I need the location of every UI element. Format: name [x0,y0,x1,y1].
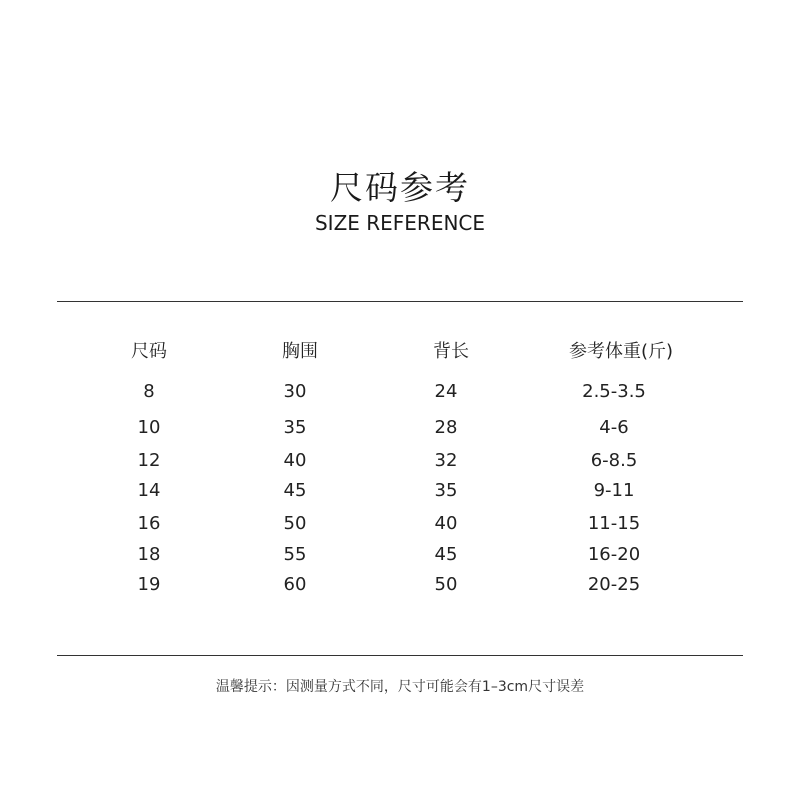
header-weight: 参考体重(斤) [568,341,674,362]
table-cell-weight: 2.5-3.5 [582,381,646,402]
tip-note: 温馨提示：因测量方式不同，尺寸可能会有1–3cm尺寸误差 [215,679,585,695]
table-cell-weight: 11-15 [587,513,641,534]
page-subtitle: SIZE REFERENCE [314,211,486,235]
table-cell-chest: 40 [283,450,307,471]
table-cell-size: 18 [137,544,161,565]
table-cell-size: 19 [137,574,161,595]
table-cell-size: 12 [137,450,161,471]
table-cell-chest: 55 [283,544,307,565]
table-cell-weight: 6-8.5 [590,450,638,471]
table-cell-size: 10 [137,417,161,438]
header-back-length: 背长 [433,341,469,362]
table-cell-back-length: 50 [434,574,458,595]
table-cell-chest: 30 [283,381,307,402]
table-cell-back-length: 45 [434,544,458,565]
table-cell-size: 16 [137,513,161,534]
top-divider [57,301,743,302]
table-cell-chest: 45 [283,480,307,501]
bottom-divider [57,655,743,656]
table-cell-back-length: 35 [434,480,458,501]
table-cell-back-length: 28 [434,417,458,438]
table-cell-weight: 20-25 [587,574,641,595]
table-cell-chest: 60 [283,574,307,595]
table-cell-chest: 50 [283,513,307,534]
table-cell-size: 14 [137,480,161,501]
table-cell-back-length: 40 [434,513,458,534]
table-cell-chest: 35 [283,417,307,438]
table-cell-size: 8 [143,381,155,402]
table-cell-weight: 9-11 [593,480,635,501]
table-cell-weight: 4-6 [599,417,629,438]
table-cell-back-length: 32 [434,450,458,471]
header-size: 尺码 [131,341,167,362]
table-cell-back-length: 24 [434,381,458,402]
header-chest: 胸围 [282,341,318,362]
page-title: 尺码参考 [330,168,470,207]
table-cell-weight: 16-20 [587,544,641,565]
